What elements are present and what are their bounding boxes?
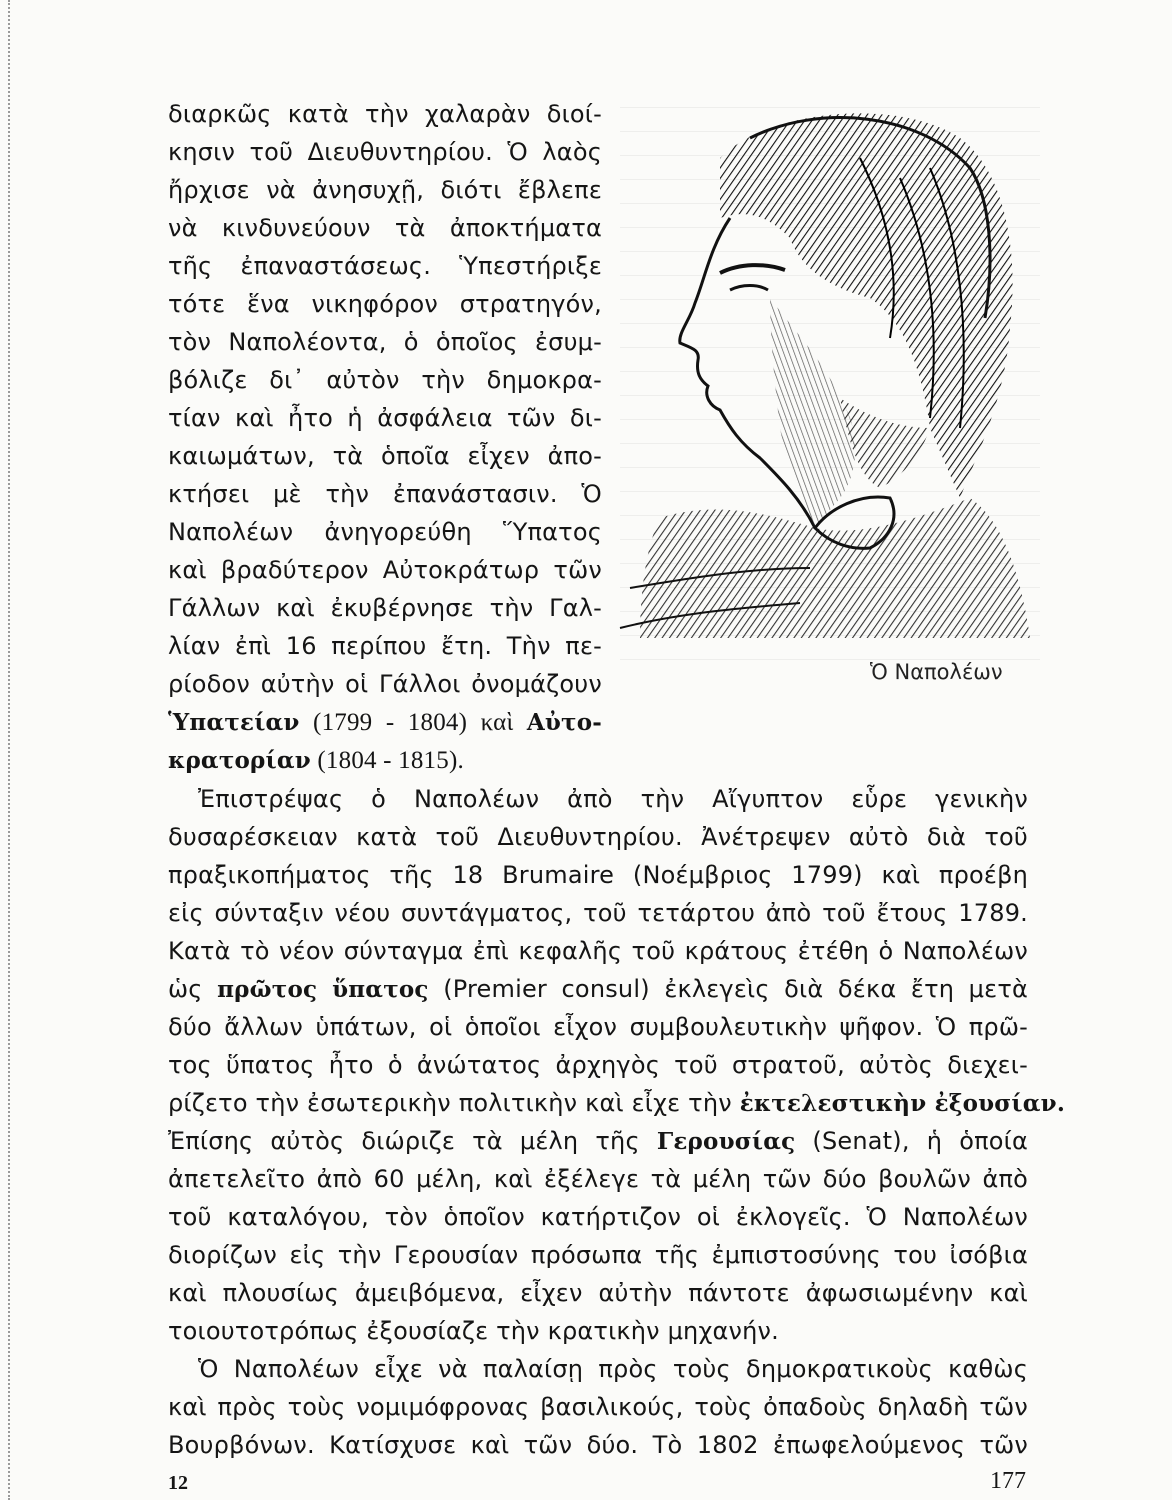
- text-line: πραξικοπήματος τῆς 18 Brumaire (Νοέμβριος 1799) καὶ προέβη: [168, 861, 1028, 889]
- text-span: (Premier consul) ἐκλεγεὶς διὰ δέκα ἔτη μετὰ: [428, 975, 1028, 1003]
- text-line: Ὁ Ναπολέων εἶχε νὰ παλαίσῃ πρὸς τοὺς δημοκρατικοὺς καθὼς: [198, 1355, 1028, 1383]
- text-span: ρίζετο τὴν ἐσωτερικὴν πολιτικὴν καὶ εἶχε τὴν: [168, 1089, 740, 1117]
- text-line: νὰ κινδυνεύουν τὰ ἀποκτήματα: [168, 214, 602, 242]
- text-line: κτήσει μὲ τὴν ἐπανάστασιν. Ὁ: [168, 480, 602, 508]
- text-line: ἤρχισε νὰ ἀνησυχῇ, διότι ἔβλεπε: [168, 176, 602, 204]
- text-line: Ναπολέων ἀνηγορεύθη Ὕπατος: [168, 518, 602, 546]
- text-line: [168, 1125, 1028, 1158]
- text-span: (Senat), ἡ ὁποία: [795, 1127, 1028, 1155]
- text-line: Βουρβόνων. Κατίσχυσε καὶ τῶν δύο. Τὸ 1802 ἐπωφελούμενος τῶν: [168, 1431, 1028, 1459]
- date-range: (1799 - 1804) καὶ: [299, 709, 527, 736]
- text-line: τῆς ἐπαναστάσεως. Ὑπεστήριξε: [168, 252, 602, 280]
- text-line: τίαν καὶ ἦτο ἡ ἀσφάλεια τῶν δι-: [168, 404, 602, 432]
- bold-term: Ὑπατείαν: [168, 709, 300, 736]
- text-line: ρίοδον αὐτὴν οἱ Γάλλοι ὀνομάζουν: [168, 670, 602, 698]
- text-line: εἰς σύνταξιν νέου συντάγματος, τοῦ τετάρτου ἀπὸ τοῦ ἔτους 1789.: [168, 899, 1028, 927]
- text-line: τὸν Ναπολέοντα, ὁ ὁποῖος ἐσυμ-: [168, 328, 602, 356]
- text-line: δύο ἄλλων ὑπάτων, οἱ ὁποῖοι εἶχον συμβουλευτικὴν ψῆφον. Ὁ πρῶ-: [168, 1013, 1028, 1041]
- text-line: [168, 1087, 1066, 1120]
- date-range: (1804 - 1815).: [310, 747, 464, 774]
- text-line: ἀπετελεῖτο ἀπὸ 60 μέλη, καὶ ἐξέλεγε τὰ μέλη τῶν δύο βουλῶν ἀπὸ: [168, 1165, 1028, 1193]
- text-line: κησιν τοῦ Διευθυντηρίου. Ὁ λαὸς: [168, 138, 602, 166]
- text-line: καὶ πρὸς τοὺς νομιμόφρονας βασιλικούς, τοὺς ὀπαδοὺς δηλαδὴ τῶν: [168, 1393, 1028, 1421]
- text-line: λίαν ἐπὶ 16 περίπου ἔτη. Τὴν πε-: [168, 632, 602, 660]
- text-line: δυσαρέσκειαν κατὰ τοῦ Διευθυντηρίου. Ἀνέτρεψεν αὐτὸ διὰ τοῦ: [168, 823, 1028, 851]
- text-line: διαρκῶς κατὰ τὴν χαλαρὰν διοί-: [168, 100, 602, 128]
- text-line: [168, 744, 602, 777]
- text-line: τοῦ καταλόγου, τὸν ὁποῖον κατήρτιζον οἱ ἐκλογεῖς. Ὁ Ναπολέων: [168, 1203, 1028, 1231]
- page-number: 177: [990, 1468, 1026, 1494]
- text-line: τότε ἕνα νικηφόρον στρατηγόν,: [168, 290, 602, 318]
- text-line: Γάλλων καὶ ἐκυβέρνησε τὴν Γαλ-: [168, 594, 602, 622]
- text-line: τοιουτοτρόπως ἐξουσίαζε τὴν κρατικὴν μηχανήν.: [168, 1317, 779, 1345]
- text-line: Κατὰ τὸ νέον σύνταγμα ἐπὶ κεφαλῆς τοῦ κράτους ἐτέθη ὁ Ναπολέων: [168, 937, 1028, 965]
- bold-term: ἐκτελεστικὴν ἐξουσίαν.: [739, 1090, 1066, 1117]
- text-span: Ἐπίσης αὐτὸς διώριζε τὰ μέλη τῆς: [168, 1127, 657, 1155]
- binding-edge: [8, 0, 14, 1500]
- signature-mark: 12: [168, 1472, 188, 1494]
- text-line: βόλιζε δι᾽ αὐτὸν τὴν δημοκρα-: [168, 366, 602, 394]
- bold-term: πρῶτος ὕπατος: [217, 976, 429, 1003]
- napoleon-portrait: [600, 98, 1040, 658]
- text-line: καὶ πλουσίως ἀμειβόμενα, εἶχεν αὐτὴν πάντοτε ἀφωσιωμένην καὶ: [168, 1279, 1028, 1307]
- bold-term: Γερουσίας: [656, 1128, 796, 1155]
- bold-term: Αὐτο-: [526, 709, 602, 736]
- text-line: [168, 973, 1028, 1006]
- text-line: Ἐπιστρέψας ὁ Ναπολέων ἀπὸ τὴν Αἴγυπτον εὗρε γενικὴν: [198, 785, 1028, 813]
- text-line: [168, 706, 602, 739]
- text-line: διορίζων εἰς τὴν Γερουσίαν πρόσωπα τῆς ἐμπιστοσύνης του ἰσόβια: [168, 1241, 1028, 1269]
- text-line: καιωμάτων, τὰ ὁποῖα εἶχεν ἀπο-: [168, 442, 602, 470]
- bold-term: κρατορίαν: [168, 747, 311, 774]
- text-span: ὡς: [168, 975, 218, 1003]
- portrait-caption: Ὁ Ναπολέων: [870, 660, 1003, 684]
- text-line: καὶ βραδύτερον Αὐτοκράτωρ τῶν: [168, 556, 602, 584]
- text-line: τος ὕπατος ἦτο ὁ ἀνώτατος ἀρχηγὸς τοῦ στρατοῦ, αὐτὸς διεχει-: [168, 1051, 1028, 1079]
